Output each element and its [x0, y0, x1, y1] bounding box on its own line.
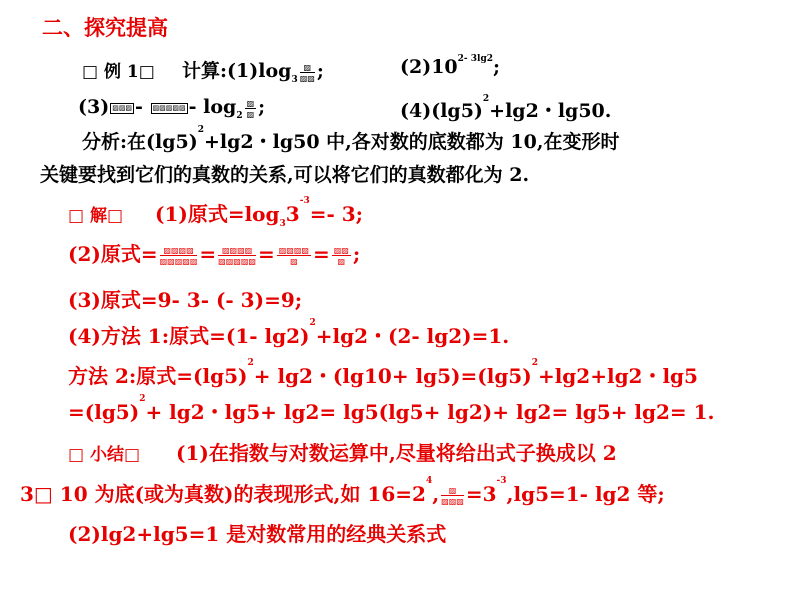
- analysis-line-2: 关键要找到它们的真数的关系,可以将它们的真数都化为 2.: [40, 164, 530, 186]
- summary-line-3: (2)lg2+lg5=1 是对数常用的经典关系式: [68, 522, 447, 546]
- item1-den: ▨▨: [299, 72, 315, 83]
- item1-sub: 3: [291, 75, 298, 85]
- s2-f4-den: ▨: [337, 256, 346, 266]
- s2-eq3: =: [312, 242, 330, 266]
- item2-end: ;: [493, 56, 501, 78]
- item3-fraction: [245, 98, 257, 119]
- m2-sup1: 2: [247, 358, 254, 368]
- m3-a: =(lg5): [68, 400, 140, 424]
- s2-frac-3: [277, 245, 311, 266]
- example-item-3: [78, 96, 265, 119]
- analysis-sup: 2: [197, 125, 204, 135]
- summary-p2-comma: ,: [432, 482, 440, 506]
- summary-label: □ 小结□: [68, 445, 141, 465]
- s2-f2-num: ▨▨▨▨: [218, 245, 256, 256]
- s2-eq2: =: [257, 242, 275, 266]
- summary-p2-sup2: -3: [496, 476, 507, 486]
- s2-f2-den: ▨▨▨▨▨: [218, 256, 256, 266]
- s2-f3-den: ▨: [290, 256, 298, 266]
- example-item-4: [400, 96, 611, 123]
- item3-ph1: ▨▨▨: [112, 102, 133, 112]
- s2-f4-num: ▨▨: [333, 245, 349, 255]
- s2-f3-num: ▨▨▨▨: [278, 245, 309, 255]
- s4-sup: 2: [309, 318, 316, 328]
- summary-p1: (1)在指数与对数运算中,尽量将给出式子换成以 2: [175, 441, 617, 465]
- s2-frac-4: [332, 245, 351, 266]
- s2-end: ;: [352, 242, 361, 266]
- s2-f1-den: ▨▨▨▨▨: [159, 256, 198, 266]
- s4-a: (4)方法 1:原式=(1- lg2): [68, 324, 310, 348]
- item3-log: - log: [188, 96, 237, 118]
- item3-end: ;: [258, 96, 266, 118]
- analysis-1b: +lg2・lg50 中,各对数的底数都为 10,在变形时: [203, 131, 620, 153]
- m3-b: + lg2・lg5+ lg2= lg5(lg5+ lg2)+ lg2= lg5+ lg2= 1.: [145, 400, 715, 424]
- item3-ph2: ▨▨▨▨▨: [152, 102, 186, 112]
- solution-line-4: [68, 320, 509, 349]
- s1-c: =- 3;: [309, 202, 364, 226]
- s1-sub: 3: [279, 219, 286, 229]
- s1-a: (1)原式=log: [154, 202, 280, 226]
- m2-sup2: 2: [531, 358, 538, 368]
- s1-b: 3: [285, 202, 300, 226]
- m3-sup: 2: [139, 394, 146, 404]
- analysis-1a: 分析:在(lg5): [82, 131, 198, 153]
- item3-sub: 2: [236, 110, 243, 121]
- summary-p2-c: ,lg5=1- lg2 等;: [506, 482, 665, 506]
- summary-p2-a: 3□ 10 为底(或为真数)的表现形式,如 16=2: [20, 482, 426, 506]
- m2-b: + lg2・(lg10+ lg5)=(lg5): [253, 364, 532, 388]
- item3-dash: -: [135, 96, 143, 118]
- solution-method-2: [68, 360, 698, 389]
- solution-method-2-cont: [68, 396, 715, 425]
- m2-a: 方法 2:原式=(lg5): [68, 364, 248, 388]
- item3-label: (3): [78, 96, 110, 118]
- summary-line-1: [68, 437, 617, 466]
- analysis-line-1: [82, 127, 619, 154]
- summary-num: ▨: [441, 485, 464, 496]
- item4-a: (4)(lg5): [400, 100, 483, 122]
- summary-den: ▨▨▨: [441, 496, 464, 506]
- summary-line-2: [20, 478, 665, 507]
- m2-c: +lg2+lg2・lg5: [537, 364, 698, 388]
- s4-b: +lg2・(2- lg2)=1.: [315, 324, 510, 348]
- item4-b: +lg2・lg50.: [489, 100, 612, 122]
- summary-fraction: [441, 485, 464, 506]
- s2-frac-2: [218, 245, 256, 266]
- item3-num: ▨: [246, 97, 255, 108]
- solution-line-3: (3)原式=9- 3- (- 3)=9;: [68, 288, 303, 312]
- item1-num: ▨: [300, 62, 315, 73]
- s2-eq1: =: [199, 242, 217, 266]
- item1-fraction: [300, 62, 315, 83]
- item3-den: ▨: [246, 108, 255, 119]
- solution-line-2: [68, 238, 360, 267]
- s2-a: (2)原式=: [68, 242, 158, 266]
- example-label: □ 例 1□: [82, 62, 155, 82]
- solution-label: □ 解□: [68, 206, 124, 226]
- solution-line-1: [68, 198, 363, 227]
- example-line-1: [82, 56, 324, 83]
- summary-p2-sup1: 4: [425, 476, 433, 486]
- example-item-2: [400, 56, 500, 78]
- summary-p2-b: =3: [465, 482, 497, 506]
- item1-end: ;: [316, 60, 324, 82]
- s2-frac-1: [160, 245, 198, 266]
- item2-base: (2)10: [400, 56, 458, 78]
- item4-sup: 2: [482, 94, 490, 104]
- example-compute: 计算:(1)log: [182, 60, 292, 82]
- s2-f1-num: ▨▨▨▨: [160, 245, 198, 256]
- item2-exp: 2- 3lg2: [457, 54, 494, 64]
- s1-sup: -3: [299, 196, 310, 206]
- section-heading: 二、探究提高: [42, 15, 168, 40]
